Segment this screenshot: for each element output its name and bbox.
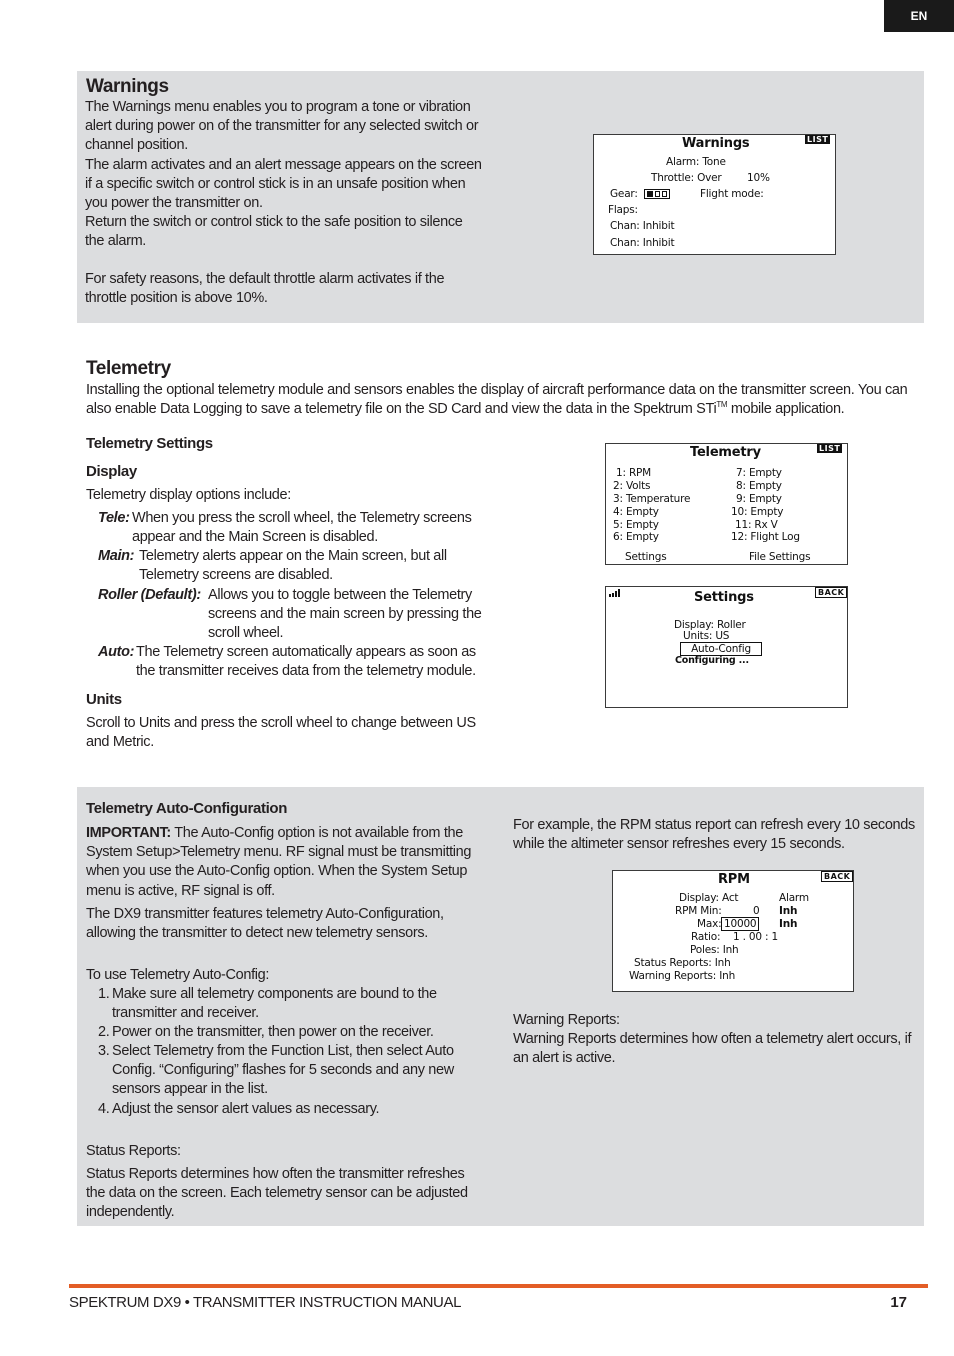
- warnings-safety-line: throttle position is above 10%.: [85, 290, 268, 307]
- rpm-min-label: RPM Min:: [675, 905, 722, 917]
- trademark-mark: TM: [716, 400, 728, 410]
- sensor-slot: 4: Empty: [613, 506, 659, 518]
- warning-reports-heading: Warning Reports:: [513, 1012, 620, 1028]
- gear-setting: Gear:: [610, 188, 638, 200]
- chan-setting: Chan: Inhibit: [610, 220, 675, 232]
- step-item: 3. Select Telemetry from the Function List, then select Auto Config. “Configuring” flashes for 5 seconds and any new sensors appear in the list.: [98, 1043, 454, 1098]
- list-tag: LIST: [807, 135, 829, 144]
- display-intro: Telemetry display options include:: [86, 487, 291, 503]
- page-number: 17: [890, 1294, 907, 1311]
- telemetry-intro-line: Installing the optional telemetry module and sensors enables the display of aircraft performance data on the transmitter screen. You can: [86, 382, 908, 398]
- file-settings-menu-item: File Settings: [749, 551, 811, 563]
- to-use-heading: To use Telemetry Auto-Config:: [86, 967, 270, 983]
- option-term: Auto:: [98, 644, 135, 660]
- example-description: For example, the RPM status report can refresh every 10 seconds while the altimeter sensor refreshes every 15 seconds.: [513, 817, 915, 853]
- sensor-slot: 6: Empty: [613, 531, 659, 543]
- sensor-slot: 8: Empty: [736, 480, 782, 492]
- telemetry-intro-line: also enable Data Logging to save a telemetry file on the SD Card and view the data in the Spektrum STi™ mobile application.: [86, 400, 845, 418]
- sensor-slot: 5: Empty: [613, 519, 659, 531]
- warnings-safety-line: For safety reasons, the default throttle alarm activates if the: [85, 271, 445, 287]
- warnings-screen: [593, 134, 836, 255]
- rpm-min-value: 0: [753, 905, 760, 917]
- sensor-slot: 3: Temperature: [613, 493, 691, 505]
- display-option-tele: [98, 509, 498, 549]
- screen-title: Settings: [694, 590, 754, 605]
- option-description: Telemetry alerts appear on the Main screen, but all Telemetry screens are disabled.: [139, 548, 447, 584]
- option-term: Main:: [98, 548, 135, 564]
- option-description: The Telemetry screen automatically appears as soon as the transmitter receives data from the telemetry module.: [136, 644, 476, 680]
- alarm-column-label: Alarm: [779, 892, 809, 904]
- warnings-line: The alarm activates and an alert message appears on the screen: [85, 156, 482, 173]
- warnings-line: the alarm.: [85, 233, 146, 250]
- warnings-line: if a specific switch or control stick is in an unsafe position when: [85, 175, 466, 192]
- ratio-label: Ratio:: [691, 931, 721, 943]
- display-setting: Display: Act: [679, 892, 739, 904]
- units-heading: Units: [86, 691, 122, 708]
- warnings-line: you power the transmitter on.: [85, 195, 263, 212]
- status-reports-heading: Status Reports:: [86, 1143, 181, 1159]
- ratio-value: 1 . 00 : 1: [733, 931, 778, 943]
- display-option-auto: [98, 643, 498, 683]
- back-tag: BACK: [815, 587, 847, 598]
- display-option-main: [98, 547, 498, 587]
- list-tag: LIST: [819, 444, 841, 453]
- warning-reports-setting: Warning Reports: Inh: [629, 970, 736, 982]
- sensor-slot: 7: Empty: [736, 467, 782, 479]
- display-option-roller: [98, 586, 498, 646]
- rpm-screen: [612, 870, 854, 992]
- important-label: IMPORTANT:: [86, 825, 171, 841]
- display-setting: Display: Roller: [674, 619, 746, 631]
- status-reports-description: Status Reports determines how often the transmitter refreshes the data on the screen. Each telemetry sensor can be adjusted independently.: [86, 1166, 468, 1221]
- language-tab: EN: [884, 0, 954, 32]
- option-term: Tele:: [98, 510, 130, 526]
- status-reports-setting: Status Reports: Inh: [634, 957, 731, 969]
- throttle-percent: 10%: [747, 172, 770, 184]
- back-tag: BACK: [821, 871, 853, 882]
- step-item: 4. Adjust the sensor alert values as necessary.: [98, 1101, 380, 1117]
- telemetry-list-screen: [605, 443, 848, 565]
- configuring-status: Configuring ...: [675, 655, 749, 666]
- sensor-slot: 10: Empty: [731, 506, 784, 518]
- settings-menu-item: Settings: [625, 551, 667, 563]
- switch-position-icon: [644, 189, 670, 199]
- screen-title: RPM: [718, 872, 750, 887]
- warnings-safety-note: [85, 270, 505, 308]
- warnings-line: channel position.: [85, 137, 188, 154]
- warning-reports-description: Warning Reports determines how often a telemetry alert occurs, if an alert is active.: [513, 1031, 912, 1067]
- poles-setting: Poles: Inh: [690, 944, 739, 956]
- chan-setting: Chan: Inhibit: [610, 237, 675, 249]
- step-item: 1. Make sure all telemetry components are bound to the transmitter and receiver.: [98, 986, 437, 1022]
- units-description: Scroll to Units and press the scroll wheel to change between US and Metric.: [86, 715, 476, 751]
- max-value: 10000: [721, 917, 759, 931]
- sensor-slot: 11: Rx V: [735, 519, 778, 531]
- telemetry-settings-screen: [605, 586, 848, 708]
- warnings-line: The Warnings menu enables you to program a tone or vibration: [85, 99, 471, 115]
- screen-title: Telemetry: [690, 445, 761, 460]
- alarm-setting: Alarm: Tone: [666, 156, 726, 168]
- sensor-slot: 1: RPM: [616, 467, 652, 479]
- option-term: Roller (Default):: [98, 587, 201, 603]
- footer-rule: [69, 1284, 928, 1288]
- warnings-line: Return the switch or control stick to the safe position to silence: [85, 214, 463, 231]
- display-heading: Display: [86, 463, 137, 480]
- warnings-line: alert during power on of the transmitter for any selected switch or: [85, 118, 479, 135]
- auto-config-option: Auto-Config: [680, 642, 762, 656]
- sensor-slot: 9: Empty: [736, 493, 782, 505]
- auto-config-heading: Telemetry Auto-Configuration: [86, 800, 288, 817]
- warnings-heading: Warnings: [86, 76, 169, 97]
- warnings-description: [85, 98, 505, 252]
- screen-title: Warnings: [682, 136, 750, 151]
- rpm-min-alarm: Inh: [779, 905, 798, 917]
- units-setting: Units: US: [683, 630, 730, 642]
- max-label: Max:: [697, 918, 722, 930]
- telemetry-heading: Telemetry: [86, 358, 171, 379]
- step-item: 2. Power on the transmitter, then power on the receiver.: [98, 1024, 434, 1040]
- throttle-setting: Throttle: Over: [651, 172, 722, 184]
- max-alarm: Inh: [779, 918, 798, 930]
- signal-strength-icon: [609, 589, 623, 597]
- feature-description: The DX9 transmitter features telemetry Auto-Configuration, allowing the transmitter to detect new telemetry sensors.: [86, 906, 444, 942]
- manual-title: SPEKTRUM DX9 • TRANSMITTER INSTRUCTION MANUAL: [69, 1294, 462, 1311]
- option-description: When you press the scroll wheel, the Telemetry screens appear and the Main Screen is disabled.: [132, 510, 472, 546]
- telemetry-intro: [86, 381, 916, 419]
- flight-mode-setting: Flight mode:: [700, 188, 764, 200]
- telemetry-settings-heading: Telemetry Settings: [86, 435, 213, 452]
- sensor-slot: 12: Flight Log: [731, 531, 800, 543]
- flaps-setting: Flaps:: [608, 204, 638, 216]
- option-description: Allows you to toggle between the Telemetry screens and the main screen by pressing the scroll wheel.: [208, 587, 482, 642]
- important-note: IMPORTANT: The Auto-Config option is not available from the System Setup>Telemetry menu. RF signal must be transmitting when you use the Auto-Config option. When the System Setup menu is active, RF signal is off.: [86, 825, 472, 899]
- sensor-slot: 2: Volts: [613, 480, 651, 492]
